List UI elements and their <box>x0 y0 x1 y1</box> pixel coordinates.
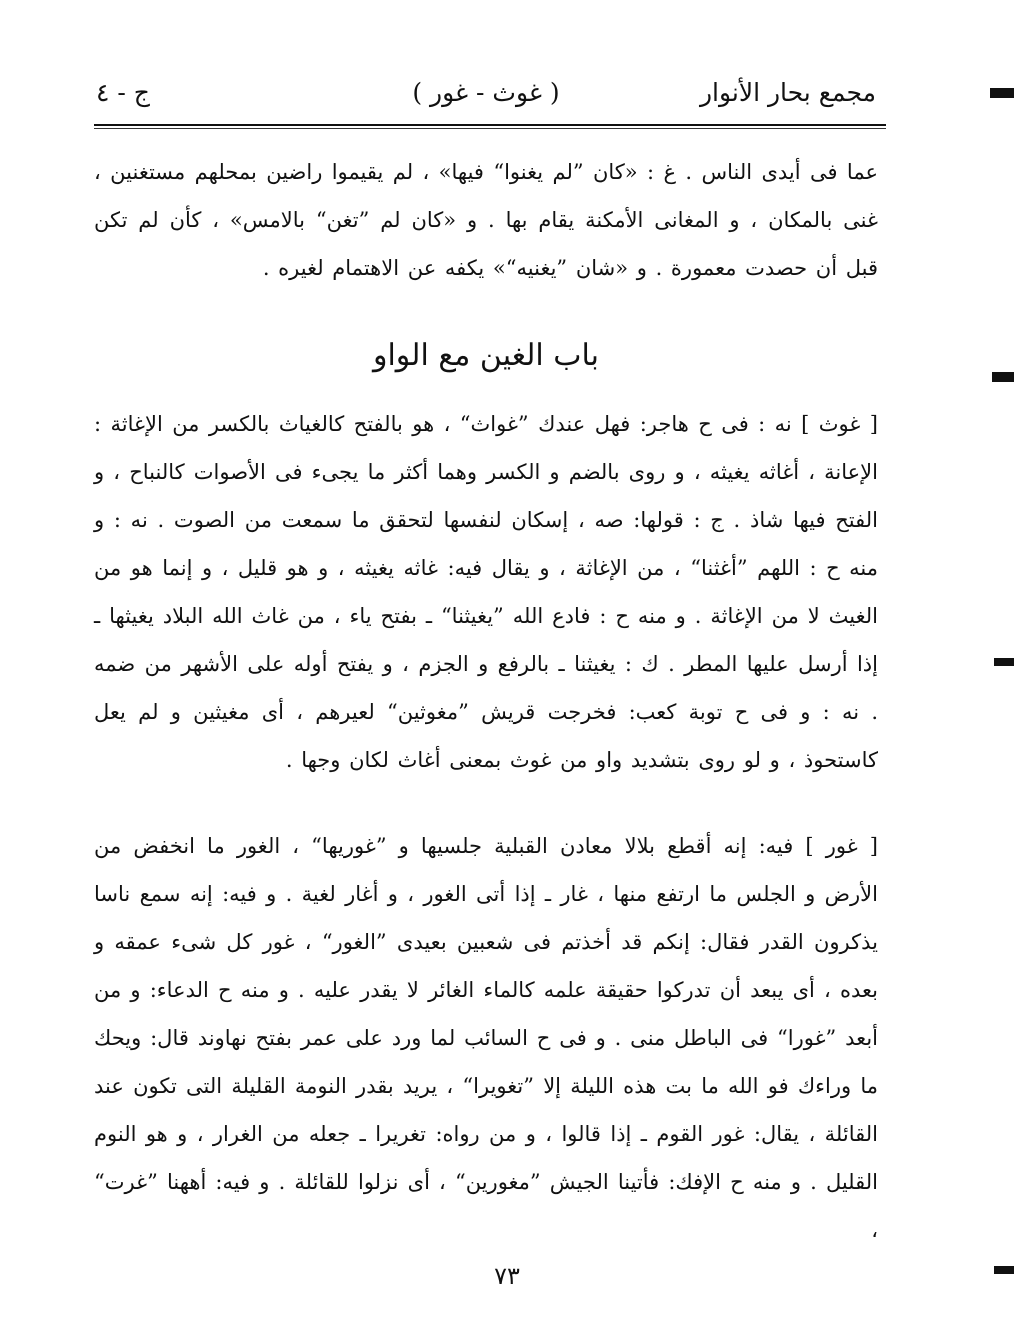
entry-ghawth <box>94 400 878 784</box>
book-title: مجمع بحار الأنوار <box>699 78 876 107</box>
section-title: ( غوث - غور ) <box>412 78 560 107</box>
entry-text: [ غور ] فيه: إنه أقطع بلالا معادن القبلية جلسيها و ”غوريها“ ، الغور ما انخفض من الأرض و الجلس ما ارتفع منها ، غار ـ إذا أتى الغور ، و أغار لغية . و فيه: إنه سمع ناسا يذكرون القدر فقال: إنكم قد أخذتم فى شعبين بعيدى ”الغور“ ، غور كل شىء عمقه و بعده ، أى يبعد أن تدركوا حقيقة علمه كالماء الغائر لا يقدر عليه . و منه ح الدعاء: و من أبعد ”غورا“ فى الباطل منى . و فى ح السائب لما ورد على عمر بفتح نهاوند قال: ويحك ما وراءك فو الله ما بت هذه الليلة إلا ”تغويرا“ ، يريد بقدر النومة القليلة التى تكون عند القائلة ، يقال: غور القوم ـ إذا قالوا ، و من رواه: تغريرا ـ جعله من الغرار ، و هو النوم القليل . و منه ح الإفك: فأتينا الجيش ”مغورين“ ، أى نزلوا للقائلة . و فيه: أههنا ”غرت“ ، <box>94 834 878 1242</box>
header-rule-thin <box>94 128 886 129</box>
volume-label: ج - ٤ <box>96 78 150 107</box>
margin-mark <box>994 658 1014 666</box>
margin-mark <box>990 88 1014 98</box>
header-rule <box>94 124 886 126</box>
page-header <box>96 78 876 118</box>
chapter-heading: باب الغين مع الواو <box>372 338 599 373</box>
entry-ghawr <box>94 822 878 1254</box>
margin-mark <box>994 1266 1014 1274</box>
entry-text: [ غوث ] نه : فى ح هاجر: فهل عندك ”غواث“ ، هو بالفتح كالغياث بالكسر من الإغاثة : الإعانة ، أغاثه يغيثه ، و روى بالضم و الكسر وهما أكثر ما يجىء فى الأصوات كالنباح ، و الفتح فيها شاذ . ج : قولها: صه ، إسكان لنفسها لتحقق ما سمعت من الصوت . نه : و منه ح : اللهم ”أغثنا“ ، من الإغاثة ، و يقال فيه: غاثه يغيثه ، و هو قليل ، و إنما هو من الغيث لا من الإغاثة . و منه ح : فادع الله ”يغيثنا“ ـ بفتح ياء ، من غاث الله البلاد يغيثها ـ إذا أرسل عليها المطر . ك : يغيثنا ـ بالرفع و الجزم ، و يفتح أوله على الأشهر من ضمه . نه : و فى ح توبة كعب: فخرجت قريش ”مغوثين“ لعيرهم ، أى مغيثين و لم يعل كاستحوذ ، و لو روى بتشديد واو من غوث بمعنى أغاث لكان وجها . <box>94 412 878 772</box>
margin-mark <box>992 372 1014 382</box>
intro-paragraph <box>94 148 878 292</box>
intro-text: عما فى أيدى الناس . غ : «كان ”لم يغنوا“ فيها» ، لم يقيموا راضين بمحلهم مستغنين ، غنى بالمكان ، و المغانى الأمكنة يقام بها . و «كان لم ”تغن“ بالامس» ، كأن لم تكن قبل أن حصدت معمورة . و «شان ”يغنيه“» يكفه عن الاهتمام لغيره . <box>94 160 878 280</box>
page-number: ٧٣ <box>494 1262 520 1290</box>
